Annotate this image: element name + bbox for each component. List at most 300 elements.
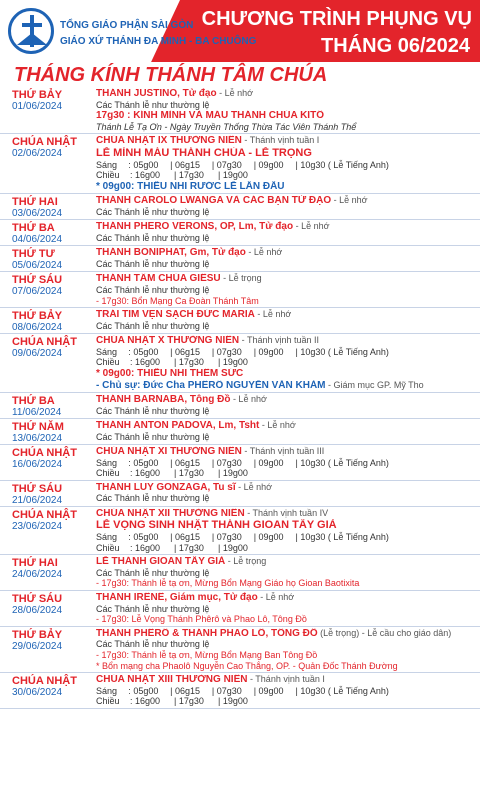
mass-time-value: 19g00 bbox=[222, 468, 248, 479]
logo-cross-horizontal bbox=[22, 23, 42, 27]
mass-time bbox=[170, 347, 212, 358]
entry-date-number: 05/06/2024 bbox=[12, 260, 63, 272]
line-text: CHÚA NHẬT XII THƯỜNG NIÊN bbox=[96, 507, 245, 519]
entry-weekday: THỨ HAI bbox=[12, 196, 58, 209]
mass-time bbox=[170, 160, 212, 171]
feast-title bbox=[96, 674, 476, 686]
entry-details bbox=[96, 135, 480, 192]
mass-time bbox=[174, 357, 218, 368]
time-separator: | bbox=[295, 159, 301, 170]
feast-rank-note: - Lễ nhớ bbox=[331, 195, 368, 206]
time-separator: : bbox=[128, 457, 134, 468]
schedule-entry bbox=[0, 334, 480, 393]
time-separator: | bbox=[170, 685, 175, 696]
line-text: Thánh Lễ Tạ Ơn - Ngày Truyền Thống Thừa Tác Viên Thánh Thể bbox=[96, 121, 357, 132]
mass-session-label: Chiều bbox=[96, 542, 120, 553]
mass-time-value: 07g30 bbox=[216, 346, 242, 357]
entry-details bbox=[96, 592, 480, 625]
entry-weekday: THỨ BA bbox=[12, 222, 55, 235]
mass-session-label: Chiều bbox=[96, 696, 120, 707]
line-text: CHÚA NHẬT X THƯỜNG NIÊN bbox=[96, 335, 240, 347]
schedule-entry bbox=[0, 246, 480, 272]
time-separator: | bbox=[174, 170, 179, 181]
entry-date-number: 04/06/2024 bbox=[12, 234, 63, 246]
mass-time-value: 06g15 bbox=[174, 346, 200, 357]
line-text: - 17g30: Lễ Vọng Thánh Phêrô và Phao Lô, Tông Đồ bbox=[96, 614, 307, 625]
entry-date bbox=[12, 629, 90, 652]
mass-time bbox=[174, 696, 218, 707]
feast-title bbox=[96, 88, 476, 100]
mass-time bbox=[130, 696, 174, 707]
mass-time-value: 16g00 bbox=[135, 170, 161, 181]
line-text: Các Thánh lễ như thường lệ bbox=[96, 206, 210, 217]
entry-weekday: THỨ SÁU bbox=[12, 274, 63, 287]
mass-time bbox=[295, 160, 476, 171]
entry-date-number: 01/06/2024 bbox=[12, 101, 63, 112]
time-separator: | bbox=[211, 532, 217, 543]
line-text: THÁNH LUY GONZAGA, Tu sĩ bbox=[96, 481, 236, 493]
feast-rank-note: - Lễ nhớ bbox=[254, 309, 292, 320]
feast-title bbox=[96, 420, 476, 432]
logo-church-roof bbox=[17, 33, 47, 45]
line-text: THÁNH ANTON PADOVA, Lm, Tsht bbox=[96, 420, 260, 432]
entry-line bbox=[96, 181, 476, 193]
feast-title bbox=[96, 628, 476, 640]
time-separator: | bbox=[211, 685, 217, 696]
entry-date-number: 16/06/2024 bbox=[12, 459, 63, 471]
feast-title bbox=[96, 508, 476, 520]
parish-logo-icon bbox=[8, 8, 54, 54]
time-separator: : bbox=[128, 685, 134, 696]
entry-date-number: 21/06/2024 bbox=[12, 494, 63, 506]
feast-title bbox=[96, 247, 476, 259]
mass-time-value: 19g00 bbox=[222, 696, 248, 707]
entry-details bbox=[96, 394, 480, 416]
entry-weekday: CHÚA NHẬT bbox=[12, 675, 77, 688]
entry-date bbox=[12, 89, 90, 112]
feast-title bbox=[96, 335, 476, 347]
mass-time bbox=[130, 170, 174, 181]
mass-time-value: 06g15 bbox=[174, 532, 200, 543]
entry-line bbox=[96, 614, 476, 625]
mass-time bbox=[170, 686, 212, 697]
entry-date bbox=[12, 509, 90, 532]
mass-time-value: 10g30 ( Lễ Tiếng Anh) bbox=[300, 532, 389, 543]
entry-line bbox=[96, 432, 476, 443]
mass-time bbox=[130, 357, 174, 368]
mass-time-value: 05g00 bbox=[133, 159, 159, 170]
line-text: THÁNH IRÊNÊ, Giám mục, Tử đạo bbox=[96, 592, 258, 604]
line-text: Các Thánh lễ như thường lệ bbox=[96, 567, 210, 578]
entry-line bbox=[96, 661, 476, 672]
entry-date bbox=[12, 196, 90, 219]
schedule-entry bbox=[0, 272, 480, 308]
mass-time-value: 17g30 bbox=[178, 468, 204, 479]
mass-time-value: 17g30 bbox=[178, 696, 204, 707]
feast-title bbox=[96, 519, 476, 532]
schedule-entry bbox=[0, 507, 480, 555]
line-text: THÁNH PHERO VERONS, OP, Lm, Tử đạo bbox=[96, 221, 294, 233]
mass-time-value: 06g15 bbox=[174, 159, 200, 170]
entry-weekday: THỨ TƯ bbox=[12, 248, 55, 261]
entry-details bbox=[96, 273, 480, 306]
feast-rank-note: - Lễ trọng bbox=[225, 556, 267, 567]
line-text: CHÚA NHẬT XI THƯỜNG NIÊN bbox=[96, 446, 242, 458]
schedule-entry bbox=[0, 481, 480, 507]
entry-date-number: 03/06/2024 bbox=[12, 208, 63, 220]
entry-details bbox=[96, 628, 480, 671]
feast-title bbox=[96, 592, 476, 604]
entry-details bbox=[96, 195, 480, 217]
entry-date bbox=[12, 675, 90, 698]
feast-title bbox=[96, 110, 476, 122]
mass-time-value: 07g30 bbox=[216, 685, 242, 696]
schedule-month: THÁNG 06/2024 bbox=[321, 35, 470, 57]
entry-date bbox=[12, 395, 90, 418]
schedule-entry bbox=[0, 134, 480, 194]
time-separator: | bbox=[174, 468, 179, 479]
entry-line bbox=[96, 578, 476, 589]
mass-session-label: Chiều bbox=[96, 468, 120, 479]
time-separator: | bbox=[174, 542, 179, 553]
entry-weekday: THỨ SÁU bbox=[12, 482, 63, 495]
mass-time-value: 19g00 bbox=[222, 542, 248, 553]
schedule-entry bbox=[0, 445, 480, 481]
feast-rank-note: - Thánh vịnh tuần I bbox=[241, 135, 320, 146]
schedule-entry bbox=[0, 673, 480, 709]
entry-line bbox=[96, 122, 476, 133]
line-text: 17g30 : KÍNH MÌNH VÀ MÁU THÁNH CHÚA KITÔ bbox=[96, 110, 324, 122]
entry-details bbox=[96, 674, 480, 707]
mass-time bbox=[295, 458, 476, 469]
mass-time bbox=[218, 357, 262, 368]
feast-title bbox=[96, 195, 476, 207]
feast-title bbox=[96, 394, 476, 406]
entry-date-number: 07/06/2024 bbox=[12, 286, 63, 298]
line-text: THÁNH CAROLO LWANGA VÀ CÁC BẠN TỬ ĐẠO bbox=[96, 195, 332, 207]
schedule-entry bbox=[0, 393, 480, 419]
time-separator: | bbox=[218, 542, 223, 553]
schedule-entry bbox=[0, 194, 480, 220]
entry-date bbox=[12, 248, 90, 271]
mass-time bbox=[218, 170, 262, 181]
mass-times-row bbox=[96, 170, 476, 181]
entry-weekday: THỨ HAI bbox=[12, 557, 58, 570]
line-text: Các Thánh lễ như thường lệ bbox=[96, 284, 210, 295]
mass-session-label: Sáng bbox=[96, 159, 118, 170]
mass-time bbox=[295, 347, 476, 358]
entry-weekday: THỨ SÁU bbox=[12, 593, 63, 606]
entry-line bbox=[96, 259, 476, 270]
mass-time-value: 07g30 bbox=[216, 457, 242, 468]
mass-time-value: 05g00 bbox=[133, 532, 159, 543]
entry-line bbox=[96, 493, 476, 504]
mass-time-value: 17g30 bbox=[178, 170, 204, 181]
mass-time-value: 10g30 ( Lễ Tiếng Anh) bbox=[300, 457, 389, 468]
mass-time-value: 17g30 bbox=[178, 542, 204, 553]
entry-details bbox=[96, 446, 480, 479]
time-separator: | bbox=[218, 468, 223, 479]
mass-time-value: 06g15 bbox=[174, 685, 200, 696]
mass-time-value: 19g00 bbox=[222, 170, 248, 181]
mass-times-row bbox=[96, 696, 476, 707]
line-text: * 09g00: THIẾU NHI THÊM SỨC bbox=[96, 367, 244, 379]
time-separator: : bbox=[130, 696, 136, 707]
entry-details bbox=[96, 556, 480, 589]
entry-date-number: 30/06/2024 bbox=[12, 687, 63, 699]
mass-time bbox=[218, 468, 262, 479]
time-separator: | bbox=[170, 532, 175, 543]
line-text: Các Thánh lễ như thường lệ bbox=[96, 258, 210, 269]
mass-time bbox=[295, 532, 476, 543]
mass-time-value: 10g30 ( Lễ Tiếng Anh) bbox=[300, 346, 389, 357]
time-separator: | bbox=[253, 685, 259, 696]
line-text: - 17g30: Bổn Mạng Ca Đoàn Thánh Tâm bbox=[96, 295, 259, 306]
entry-weekday: CHÚA NHẬT bbox=[12, 447, 77, 460]
schedule-entry bbox=[0, 555, 480, 591]
time-separator: | bbox=[174, 357, 179, 368]
line-text: Các Thánh lễ như thường lệ bbox=[96, 431, 210, 442]
mass-time-value: 09g00 bbox=[258, 159, 284, 170]
time-separator: | bbox=[295, 532, 301, 543]
mass-time-value: 16g00 bbox=[135, 696, 161, 707]
time-separator: | bbox=[218, 357, 223, 368]
time-separator: | bbox=[253, 532, 259, 543]
schedule-entry bbox=[0, 308, 480, 334]
time-separator: | bbox=[295, 346, 301, 357]
feast-rank-note: - Thánh vịnh tuần III bbox=[241, 446, 325, 457]
line-text: TRÁI TIM VẸN SẠCH ĐỨC MARIA bbox=[96, 309, 255, 321]
entry-details bbox=[96, 309, 480, 331]
time-separator: | bbox=[295, 685, 301, 696]
mass-time-value: 07g30 bbox=[216, 159, 242, 170]
liturgy-schedule-list bbox=[0, 87, 480, 798]
feast-rank-note: - Lễ nhớ bbox=[257, 592, 295, 603]
mass-times-row bbox=[96, 468, 476, 479]
feast-rank-note: (Lễ trọng) - Lễ cầu cho giáo dân) bbox=[317, 627, 452, 638]
feast-rank-note: - Lễ nhớ bbox=[216, 88, 253, 98]
header-banner bbox=[0, 0, 480, 62]
time-separator: | bbox=[211, 457, 217, 468]
time-separator: | bbox=[170, 159, 175, 170]
entry-date bbox=[12, 222, 90, 245]
line-text: THÁNH TÂM CHÚA GIÊSU bbox=[96, 273, 221, 285]
mass-session-label: Sáng bbox=[96, 346, 118, 357]
line-text: * Bổn mạng cha Phaolô Nguyễn Cao Thắng, OP. - Quản Đốc Thánh Đường bbox=[96, 660, 398, 671]
entry-weekday: CHÚA NHẬT bbox=[12, 336, 77, 349]
entry-date-number: 11/06/2024 bbox=[12, 407, 62, 419]
entry-date bbox=[12, 557, 90, 580]
line-text: CHÚA NHẬT IX THƯỜNG NIÊN bbox=[96, 135, 242, 147]
feast-rank-note: - Lễ trọng bbox=[220, 273, 262, 284]
entry-weekday: THỨ BA bbox=[12, 395, 55, 408]
mass-time bbox=[218, 543, 262, 554]
entry-date bbox=[12, 274, 90, 297]
mass-time bbox=[254, 347, 296, 358]
time-separator: | bbox=[253, 457, 259, 468]
feast-title bbox=[96, 446, 476, 458]
schedule-entry bbox=[0, 419, 480, 445]
archdiocese-name: TỔNG GIÁO PHẬN SÀI GÒN bbox=[60, 20, 194, 31]
line-text: Các Thánh lễ như thường lệ bbox=[96, 603, 210, 614]
mass-time-value: 09g00 bbox=[258, 346, 284, 357]
line-text: * 09g00: THIẾU NHI RƯỚC LỄ LẦN ĐẦU bbox=[96, 180, 285, 192]
mass-time bbox=[212, 686, 254, 697]
schedule-entry bbox=[0, 87, 480, 134]
time-separator: | bbox=[211, 159, 217, 170]
mass-session-label: Sáng bbox=[96, 457, 118, 468]
entry-date bbox=[12, 447, 90, 470]
mass-time bbox=[128, 532, 170, 543]
mass-time-value: 09g00 bbox=[258, 457, 284, 468]
entry-line bbox=[96, 650, 476, 661]
mass-time bbox=[174, 468, 218, 479]
mass-time bbox=[212, 347, 254, 358]
feast-rank-note: - Thánh vịnh tuần IV bbox=[244, 507, 329, 518]
line-text: - 17g30: Thánh lễ tạ ơn, Mừng Bổn Mạng Ban Tông Đồ bbox=[96, 650, 318, 660]
mass-time-value: 09g00 bbox=[258, 532, 284, 543]
time-separator: : bbox=[128, 532, 134, 543]
schedule-entry bbox=[0, 627, 480, 673]
entry-weekday: THỨ BẢY bbox=[12, 310, 63, 323]
line-text: Các Thánh lễ như thường lệ bbox=[96, 639, 210, 650]
entry-line bbox=[96, 604, 476, 615]
entry-date-number: 09/06/2024 bbox=[12, 348, 63, 360]
mass-time bbox=[128, 160, 170, 171]
time-separator: | bbox=[170, 346, 175, 357]
mass-time-value: 07g30 bbox=[216, 532, 242, 543]
mass-time bbox=[212, 160, 254, 171]
line-text: THÁNH PHÊRÔ & THÁNH PHAO LÔ, TÔNG ĐỒ bbox=[96, 627, 318, 639]
mass-time-value: 05g00 bbox=[133, 457, 159, 468]
mass-session-label: Chiều bbox=[96, 170, 120, 181]
mass-times-row bbox=[96, 543, 476, 554]
mass-time bbox=[254, 686, 296, 697]
entry-line bbox=[96, 321, 476, 332]
feast-title bbox=[96, 482, 476, 494]
parish-name: GIÁO XỨ THÁNH ĐA MINH - BA CHUÔNG bbox=[60, 36, 257, 47]
feast-rank-note: - Lễ nhớ bbox=[259, 420, 296, 431]
entry-weekday: THỨ BẢY bbox=[12, 89, 63, 101]
line-text: LỄ VỌNG SINH NHẬT THÁNH GIOAN TẨY GIẢ bbox=[96, 519, 337, 532]
feast-title bbox=[96, 147, 476, 160]
mass-time bbox=[254, 532, 296, 543]
line-text: Các Thánh lễ như thường lệ bbox=[96, 493, 210, 504]
line-text: Các Thánh lễ như thường lệ bbox=[96, 99, 210, 110]
entry-weekday: CHÚA NHẬT bbox=[12, 508, 77, 521]
entry-line bbox=[96, 233, 476, 244]
mass-time-value: 16g00 bbox=[135, 542, 161, 553]
mass-session-label: Chiều bbox=[96, 357, 120, 368]
entry-date bbox=[12, 483, 90, 506]
time-separator: : bbox=[128, 346, 134, 357]
mass-time bbox=[212, 458, 254, 469]
mass-time bbox=[128, 458, 170, 469]
mass-time bbox=[174, 170, 218, 181]
entry-weekday: THỨ BẢY bbox=[12, 628, 63, 641]
time-separator: | bbox=[170, 457, 175, 468]
schedule-title: CHƯƠNG TRÌNH PHỤNG VỤ bbox=[201, 8, 472, 30]
feast-rank-note: - Thánh vịnh tuần II bbox=[239, 335, 320, 346]
entry-line bbox=[96, 296, 476, 307]
entry-line bbox=[96, 100, 476, 111]
entry-details bbox=[96, 88, 480, 132]
mass-time-value: 17g30 bbox=[178, 357, 204, 368]
mass-time-value: 05g00 bbox=[133, 685, 159, 696]
entry-details bbox=[96, 247, 480, 269]
mass-session-label: Sáng bbox=[96, 532, 118, 543]
mass-time-value: 19g00 bbox=[222, 357, 248, 368]
line-text: CHÚA NHẬT XIII THƯỜNG NIÊN bbox=[96, 674, 248, 686]
entry-line bbox=[96, 639, 476, 650]
time-separator: | bbox=[295, 457, 301, 468]
entry-date-number: 23/06/2024 bbox=[12, 520, 63, 532]
entry-date-number: 24/06/2024 bbox=[12, 569, 63, 581]
month-dedication-title: THÁNG KÍNH THÁNH TÂM CHÚA bbox=[14, 64, 328, 86]
mass-times-row bbox=[96, 357, 476, 368]
entry-line bbox=[96, 568, 476, 579]
entry-date-number: 29/06/2024 bbox=[12, 640, 63, 652]
feast-title bbox=[96, 556, 476, 568]
mass-times-row bbox=[96, 686, 476, 697]
mass-session-label: Sáng bbox=[96, 685, 118, 696]
entry-line bbox=[96, 207, 476, 218]
time-separator: | bbox=[253, 346, 259, 357]
line-text: Các Thánh lễ như thường lệ bbox=[96, 232, 210, 243]
mass-time-value: 05g00 bbox=[133, 346, 159, 357]
mass-time bbox=[130, 543, 174, 554]
entry-date bbox=[12, 310, 90, 333]
mass-times-row bbox=[96, 160, 476, 171]
mass-time bbox=[218, 696, 262, 707]
entry-date-number: 02/06/2024 bbox=[12, 148, 63, 160]
mass-time bbox=[128, 686, 170, 697]
entry-date bbox=[12, 136, 90, 159]
line-text: - Chủ sự: Đức Cha PHÊRÔ NGUYỄN VĂN KHẢM bbox=[96, 379, 326, 391]
mass-time-value: 16g00 bbox=[135, 357, 161, 368]
time-separator: | bbox=[174, 696, 179, 707]
line-text: THÁNH JUSTINO, Tử đạo bbox=[96, 88, 217, 99]
feast-rank-note: - Giám mục GP. Mỹ Tho bbox=[325, 379, 424, 390]
mass-time bbox=[254, 160, 296, 171]
mass-times-row bbox=[96, 347, 476, 358]
mass-time-value: 16g00 bbox=[135, 468, 161, 479]
time-separator: : bbox=[130, 542, 136, 553]
entry-line bbox=[96, 285, 476, 296]
entry-details bbox=[96, 508, 480, 553]
feast-title bbox=[96, 273, 476, 285]
time-separator: : bbox=[130, 170, 136, 181]
mass-times-row bbox=[96, 532, 476, 543]
line-text: Các Thánh lễ như thường lệ bbox=[96, 320, 210, 331]
feast-rank-note: - Lễ nhớ bbox=[235, 481, 273, 492]
entry-date-number: 13/06/2024 bbox=[12, 433, 63, 445]
schedule-entry bbox=[0, 220, 480, 246]
mass-time bbox=[254, 458, 296, 469]
time-separator: | bbox=[218, 170, 223, 181]
feast-title bbox=[96, 221, 476, 233]
mass-time bbox=[130, 468, 174, 479]
time-separator: : bbox=[130, 468, 136, 479]
entry-line bbox=[96, 380, 476, 392]
entry-date bbox=[12, 593, 90, 616]
entry-date bbox=[12, 336, 90, 359]
mass-time-value: 10g30 ( Lễ Tiếng Anh) bbox=[300, 685, 389, 696]
schedule-entry bbox=[0, 591, 480, 627]
entry-date-number: 28/06/2024 bbox=[12, 605, 63, 617]
time-separator: : bbox=[128, 159, 134, 170]
feast-title bbox=[96, 368, 476, 380]
